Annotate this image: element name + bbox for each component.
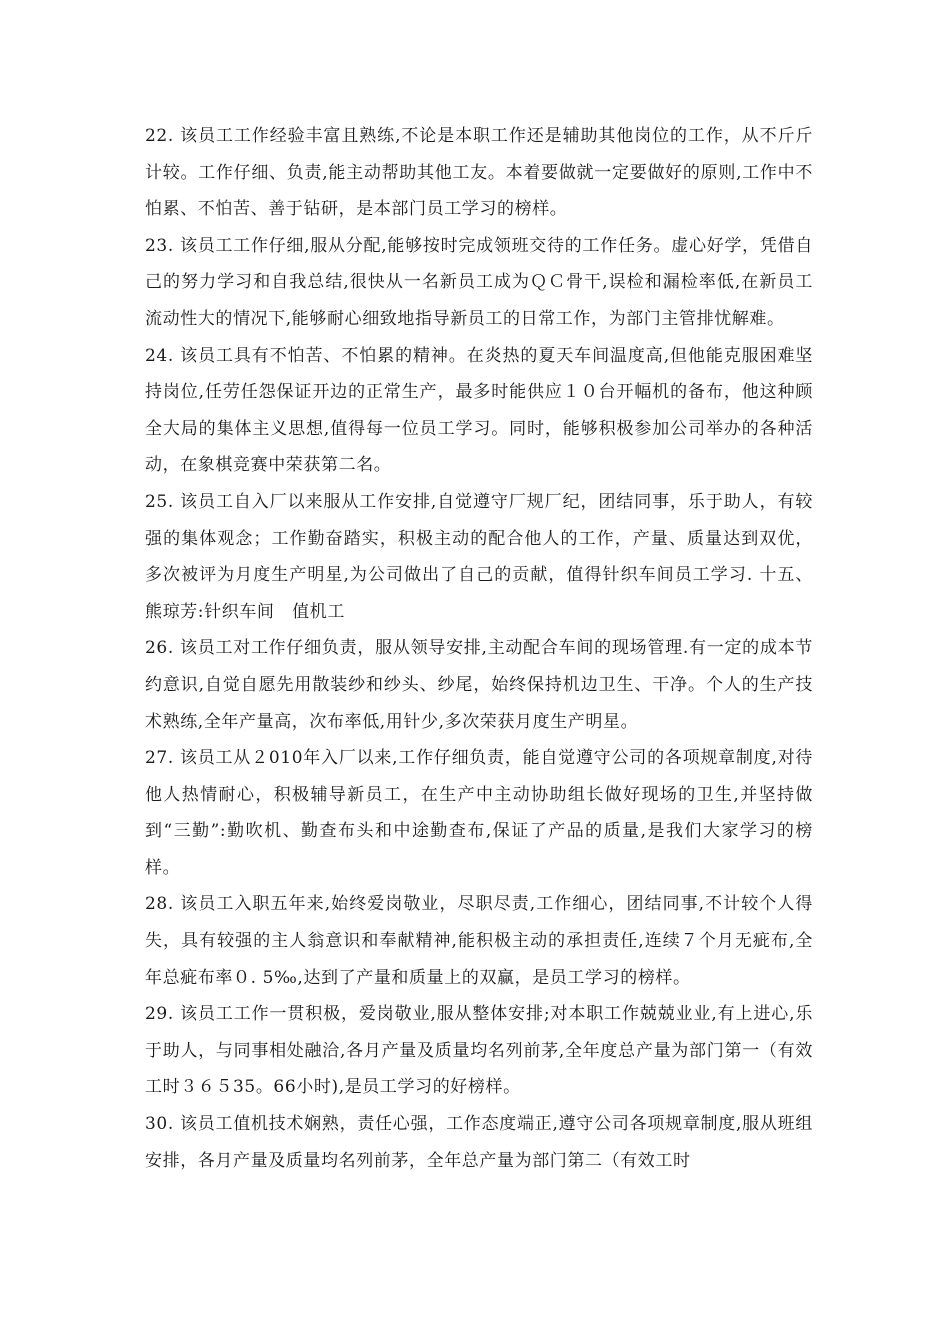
entry-number: 29.: [145, 1004, 174, 1025]
entry-number: 22.: [145, 126, 174, 146]
entry-number: 23.: [145, 235, 174, 256]
entry-number: 30.: [145, 1114, 174, 1135]
entry-text: 该员工从２010年入厂以来,工作仔细负责，能自觉遵守公司的各项规章制度,对待他人热情耐心，积极辅导新员工，在生产中主动协助组长做好现场的卫生,并坚持做到“三勤”:勤吹机、勤查布头和中途勤查布,保证了产品的质量,是我们大家学习的榜样。: [145, 748, 813, 878]
entry-text: 该员工工作一贯积极，爱岗敬业,服从整体安排;对本职工作兢兢业业,有上进心,乐于助人，与同事相处融洽,各月产量及质量均名列前茅,全年度总产量为部门第一（有效工时３６５35。66小时),是员工学习的好榜样。: [145, 1004, 813, 1098]
entry-25: [145, 484, 813, 630]
entry-29: [145, 996, 813, 1106]
entry-number: 28.: [145, 894, 174, 915]
entry-24: [145, 338, 813, 484]
entry-22: [145, 118, 813, 228]
entry-text: 该员工入职五年来,始终爱岗敬业，尽职尽责,工作细心，团结同事,不计较个人得失，具有较强的主人翁意识和奉献精神,能积极主动的承担责任,连续７个月无疵布,全年总疵布率０. 5‰,达到了产量和质量上的双赢，是员工学习的榜样。: [145, 894, 813, 988]
entry-23: [145, 228, 813, 338]
entry-text: 该员工工作经验丰富且熟练,不论是本职工作还是辅助其他岗位的工作，从不斤斤计较。工作仔细、负责,能主动帮助其他工友。本着要做就一定要做好的原则,工作中不怕累、不怕苦、善于钻研，是本部门员工学习的榜样。: [145, 126, 813, 220]
entry-text: 该员工自入厂以来服从工作安排,自觉遵守厂规厂纪，团结同事，乐于助人，有较强的集体观念；工作勤奋踏实，积极主动的配合他人的工作，产量、质量达到双优，多次被评为月度生产明星,为公司做出了自己的贡献，值得针织车间员工学习. 十五、熊琼芳:针织车间 值机工: [145, 491, 813, 622]
entry-30: [145, 1106, 813, 1179]
entry-number: 24.: [145, 345, 174, 366]
entry-text: 该员工值机技术娴熟，责任心强，工作态度端正,遵守公司各项规章制度,服从班组安排，各月产量及质量均名列前茅，全年总产量为部门第二（有效工时: [145, 1114, 813, 1171]
entry-number: 27.: [145, 748, 174, 769]
entry-text: 该员工具有不怕苦、不怕累的精神。在炎热的夏天车间温度高,但他能克服困难坚持岗位,任劳任怨保证开边的正常生产，最多时能供应１０台开幅机的备布，他这种顾全大局的集体主义思想,值得每一位员工学习。同时，能够积极参加公司举办的各种活动，在象棋竞赛中荣获第二名。: [145, 345, 813, 476]
document-page: [145, 118, 813, 1179]
entry-text: 该员工工作仔细,服从分配,能够按时完成领班交待的工作任务。虚心好学，凭借自己的努力学习和自我总结,很快从一名新员工成为ＱＣ骨干,误检和漏检率低,在新员工流动性大的情况下,能够耐心细致地指导新员工的日常工作，为部门主管排忧解难。: [145, 235, 813, 329]
entry-text: 该员工对工作仔细负责，服从领导安排,主动配合车间的现场管理.有一定的成本节约意识,自觉自愿先用散装纱和纱头、纱尾，始终保持机边卫生、干净。个人的生产技术熟练,全年产量高，次布率低,用针少,多次荣获月度生产明星。: [145, 638, 813, 732]
entry-number: 25.: [145, 491, 174, 512]
entry-number: 26.: [145, 638, 174, 659]
entry-27: [145, 740, 813, 886]
entry-28: [145, 886, 813, 996]
entry-26: [145, 630, 813, 740]
